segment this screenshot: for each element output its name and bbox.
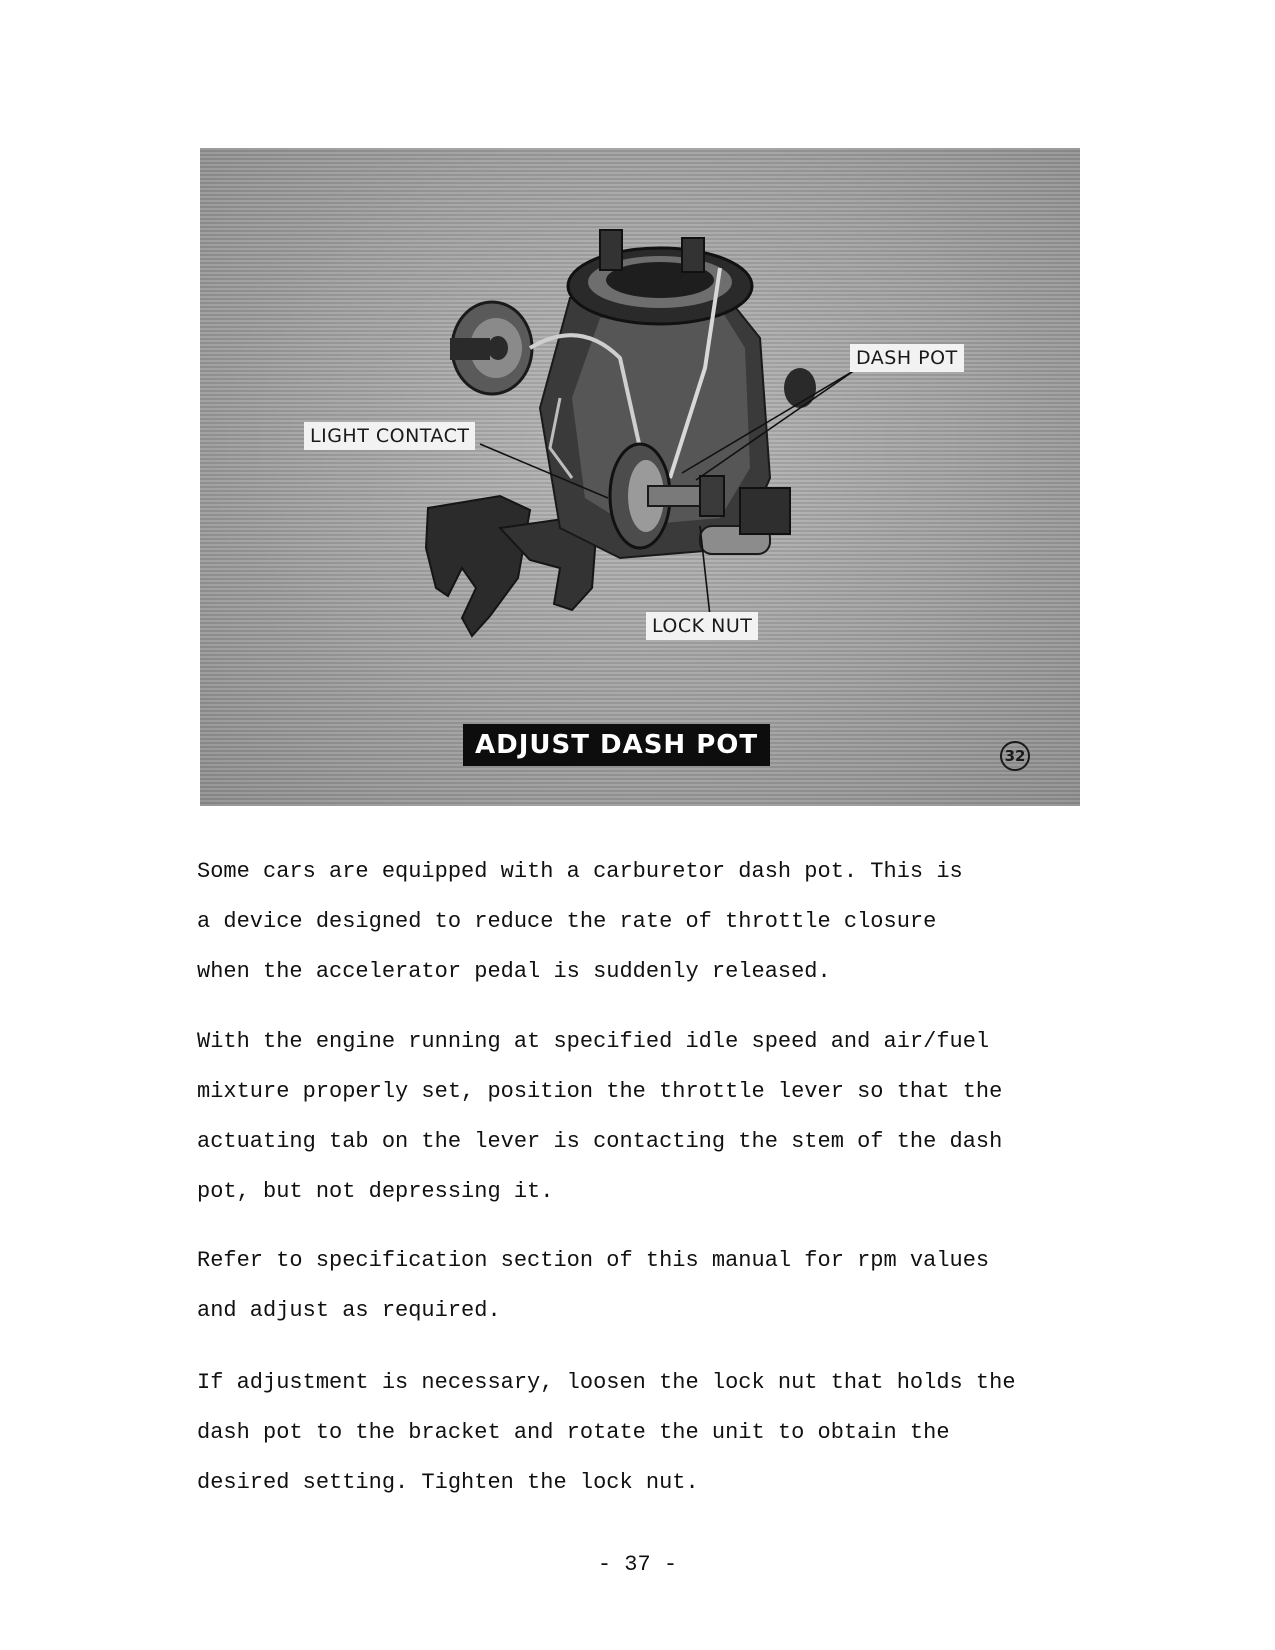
text-line: dash pot to the bracket and rotate the unit to obtain the [197, 1420, 950, 1445]
lock-nut-label: LOCK NUT [646, 612, 758, 640]
text-line: actuating tab on the lever is contacting the stem of the dash [197, 1129, 1003, 1154]
text-line: desired setting. Tighten the lock nut. [197, 1470, 699, 1495]
figure-caption: ADJUST DASH POT [463, 724, 770, 766]
text-line: mixture properly set, position the throttle lever so that the [197, 1079, 1003, 1104]
page-number: - 37 - [597, 1552, 678, 1577]
text-line: If adjustment is necessary, loosen the lock nut that holds the [197, 1370, 1016, 1395]
dash-pot-label: DASH POT [850, 344, 964, 372]
text-line: pot, but not depressing it. [197, 1179, 554, 1204]
text-line: With the engine running at specified idle speed and air/fuel [197, 1029, 990, 1054]
light-contact-label: LIGHT CONTACT [304, 422, 475, 450]
text-line: a device designed to reduce the rate of throttle closure [197, 909, 937, 934]
text-line: Some cars are equipped with a carburetor dash pot. This is [197, 859, 963, 884]
text-line: and adjust as required. [197, 1298, 501, 1323]
text-line: Refer to specification section of this manual for rpm values [197, 1248, 990, 1273]
text-line: when the accelerator pedal is suddenly released. [197, 959, 831, 984]
paragraph-specification [197, 1236, 1097, 1336]
figure-number: 32 [1000, 741, 1030, 771]
paragraph-positioning [197, 1017, 1097, 1217]
carburetor-figure [200, 148, 1080, 806]
paragraph-dash-pot-intro [197, 847, 1097, 997]
carburetor-illustration [200, 148, 1080, 806]
paragraph-adjustment [197, 1358, 1097, 1508]
